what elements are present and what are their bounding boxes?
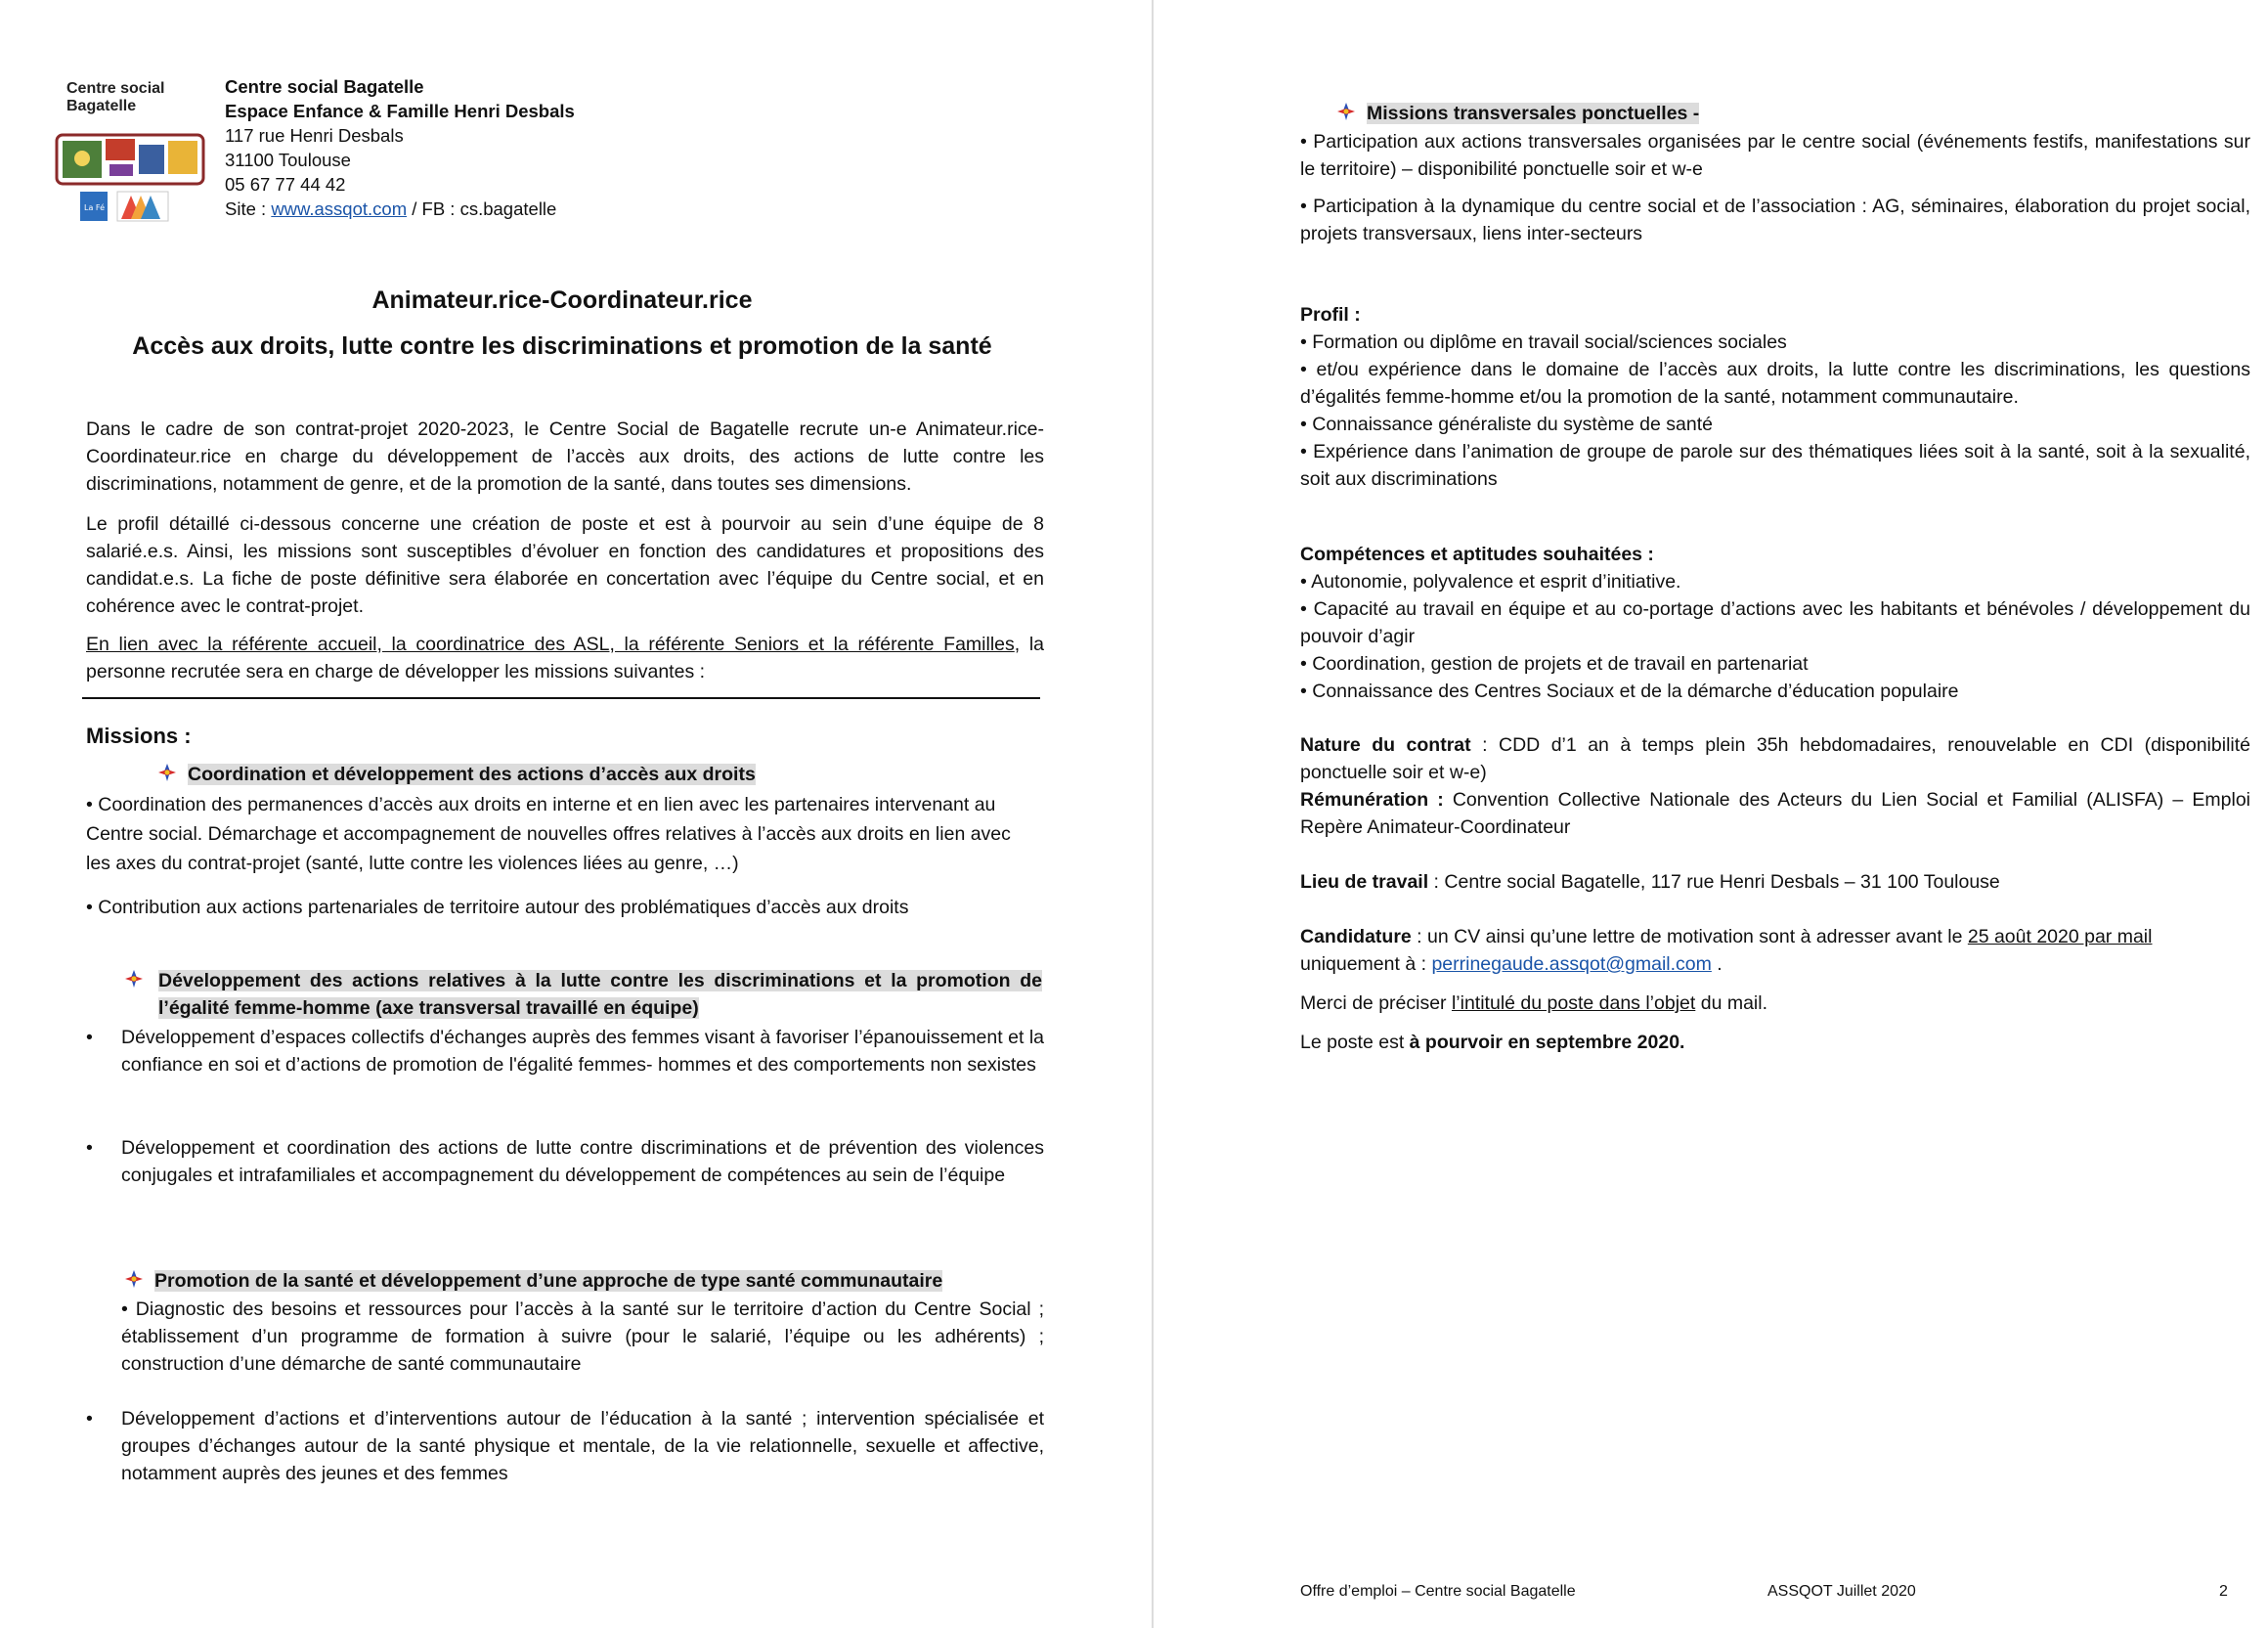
arrow-bullet-icon-2-wrap [123, 967, 153, 994]
org-street: 117 rue Henri Desbals [225, 125, 404, 146]
address-block [225, 74, 575, 221]
competence-item: • Coordination, gestion de projets et de travail en partenariat [1300, 653, 1809, 675]
intro-paragraph-2: Le profil détaillé ci-dessous concerne une création de poste et est à pourvoir au sein d’une équipe de 8 salarié.e.s. Ainsi, les missions sont susceptibles d’évoluer en fonction des candidatures et propositions des candidat.e.s. La fiche de poste définitive sera élaborée en concertation avec l’équipe du Centre social, et en cohérence avec le contrat-projet. [86, 513, 1044, 617]
mission-1-bullet-2: • Contribution aux actions partenariales de territoire autour des problématiques d’accès aux droits [86, 897, 909, 918]
svg-text:La Fé: La Fé [84, 203, 105, 212]
footer-center: ASSQOT Juillet 2020 [1767, 1583, 1916, 1600]
arrow-bullet-icon [1335, 101, 1357, 122]
competence-item: • Autonomie, polyvalence et esprit d’initiative. [1300, 571, 1681, 593]
arrow-bullet-icon [123, 968, 145, 990]
logo-illustration [49, 76, 205, 233]
competence-item: • Capacité au travail en équipe et au co-portage d’actions avec les habitants et bénévoles / développement du pouvoir d’agir [1300, 598, 2250, 647]
missions-heading: Missions : [86, 724, 192, 748]
competence-item: • Connaissance des Centres Sociaux et de la démarche d’éducation populaire [1300, 681, 1959, 702]
org-city: 31100 Toulouse [225, 150, 351, 170]
profil-item: • Formation ou diplôme en travail social/sciences sociales [1300, 331, 1787, 353]
footer-left: Offre d’emploi – Centre social Bagatelle [1300, 1583, 1576, 1600]
contract-nature: Nature du contrat : CDD d’1 an à temps plein 35h hebdomadaires, renouvelable en CDI (disponibilité ponctuelle soir et w-e) [1300, 734, 2250, 783]
work-location: Lieu de travail : Centre social Bagatelle, 117 rue Henri Desbals – 31 100 Toulouse [1300, 871, 2000, 893]
centre-social-logo [49, 76, 205, 233]
mission-section-1-title: Coordination et développement des actions d’accès aux droits [188, 764, 756, 785]
application-deadline: 25 août 2020 par mail [1967, 926, 2153, 947]
org-name: Centre social Bagatelle [225, 76, 424, 97]
job-subtitle: Accès aux droits, lutte contre les discriminations et promotion de la santé [132, 332, 992, 360]
profil-item: • et/ou expérience dans le domaine de l’accès aux droits, la lutte contre les discriminations, les questions d’égalités femme-homme et/ou la promotion de la santé, notamment communautaire. [1300, 359, 2250, 408]
mission-4-bullet-1: • Participation aux actions transversales organisées par le centre social (événements festifs, manifestations sur le territoire) – disponibilité ponctuelle soir et w-e [1300, 131, 2250, 180]
intro-paragraph-1: Dans le cadre de son contrat-projet 2020-2023, le Centre Social de Bagatelle recrute un-e Animateur.rice-Coordinateur.rice en charge du développement de l’accès aux droits, des actions de lutte contre les discriminations, notamment de genre, et de la promotion de la santé, dans toutes ses dimensions. [86, 418, 1044, 495]
org-site-line: Site : www.assqot.com / FB : cs.bagatelle [225, 198, 557, 219]
profil-heading: Profil : [1300, 304, 1361, 326]
mission-2-bullet-1: • Développement d’espaces collectifs d'échanges auprès des femmes visant à favoriser l’épanouissement et la confiance en soi et d’actions de promotion de l'égalité femmes- hommes et des comportements non sexistes [86, 1027, 1044, 1076]
mission-section-2-title: Développement des actions relatives à la lutte contre les discriminations et la promotion de l’égalité femme-homme (axe transversal travaillé en équipe) [158, 970, 1042, 1019]
intro-paragraph-3: En lien avec la référente accueil, la coordinatrice des ASL, la référente Seniors et la référente Familles, la personne recrutée sera en charge de développer les missions suivantes : [86, 634, 1044, 682]
job-title: Animateur.rice-Coordinateur.rice [371, 286, 753, 314]
competences-heading: Compétences et aptitudes souhaitées : [1300, 544, 1654, 565]
mission-3-bullet-2: • Développement d’actions et d’interventions autour de l’éducation à la santé ; intervention spécialisée et groupes d’échanges autour de la santé physique et mentale, de la vie relationnelle, sexuelle et affective, notamment auprès des jeunes et des femmes [86, 1408, 1044, 1484]
email-link[interactable]: perrinegaude.assqot@gmail.com [1431, 953, 1712, 975]
website-link[interactable]: www.assqot.com [271, 198, 408, 219]
competences-list [1300, 568, 2250, 705]
application-info: Candidature : un CV ainsi qu’une lettre de motivation sont à adresser avant le 25 août 2020 par mail uniquement à : perrinegaude.assqot@gmail.com . [1300, 926, 2153, 975]
subject-instruction: Merci de préciser l’intitulé du poste dans l’objet du mail. [1300, 992, 1768, 1014]
profil-item: • Connaissance généraliste du système de santé [1300, 414, 1713, 435]
separator-line [82, 697, 1040, 699]
arrow-bullet-icon [156, 762, 178, 783]
arrow-bullet-icon [123, 1268, 145, 1290]
start-date: Le poste est à pourvoir en septembre 2020. [1300, 1032, 1685, 1053]
page-number: 2 [2219, 1583, 2228, 1600]
org-phone: 05 67 77 44 42 [225, 174, 346, 195]
mission-section-4-title-row [1335, 100, 1699, 127]
mission-section-3-title-row [123, 1267, 942, 1295]
org-subname: Espace Enfance & Famille Henri Desbals [225, 101, 575, 121]
mission-3-bullet-1: • Diagnostic des besoins et ressources pour l’accès à la santé sur le territoire d’action du Centre Social ; établissement d’un programme de formation à suivre (pour le salarié, l’équipe ou les adhérents) ; construction d’une démarche de santé communautaire [121, 1298, 1044, 1375]
remuneration: Rémunération : Convention Collective Nationale des Acteurs du Lien Social et Familial (ALISFA) – Emploi Repère Animateur-Coordinateur [1300, 789, 2250, 838]
page-2 [1154, 0, 2268, 1628]
profil-list [1300, 329, 2250, 493]
mission-1-bullet-1: • Coordination des permanences d’accès aux droits en interne et en lien avec les partenaires intervenant au Centre social. Démarchage et accompagnement de nouvelles offres relatives à l’accès aux droits en lien avec les axes du contrat-projet (santé, lutte contre les violences liées au genre, …) [86, 794, 1011, 874]
mission-4-bullet-2: • Participation à la dynamique du centre social et de l’association : AG, séminaires, élaboration du projet social, projets transversaux, liens inter-secteurs [1300, 196, 2250, 244]
logo-title: Centre social Bagatelle [66, 80, 165, 114]
profil-item: • Expérience dans l’animation de groupe de parole sur des thématiques liées soit à la santé, soit à la sexualité, soit aux discriminations [1300, 441, 2250, 490]
mission-section-1-title-row [156, 761, 756, 788]
mission-section-4-title: Missions transversales ponctuelles - [1367, 103, 1700, 124]
mission-section-3-title: Promotion de la santé et développement d’une approche de type santé communautaire [154, 1270, 943, 1292]
mission-2-bullet-2: • Développement et coordination des actions de lutte contre discriminations et de prévention des violences conjugales et intrafamiliales et accompagnement du développement de compétences au sein de l’équipe [86, 1137, 1044, 1186]
